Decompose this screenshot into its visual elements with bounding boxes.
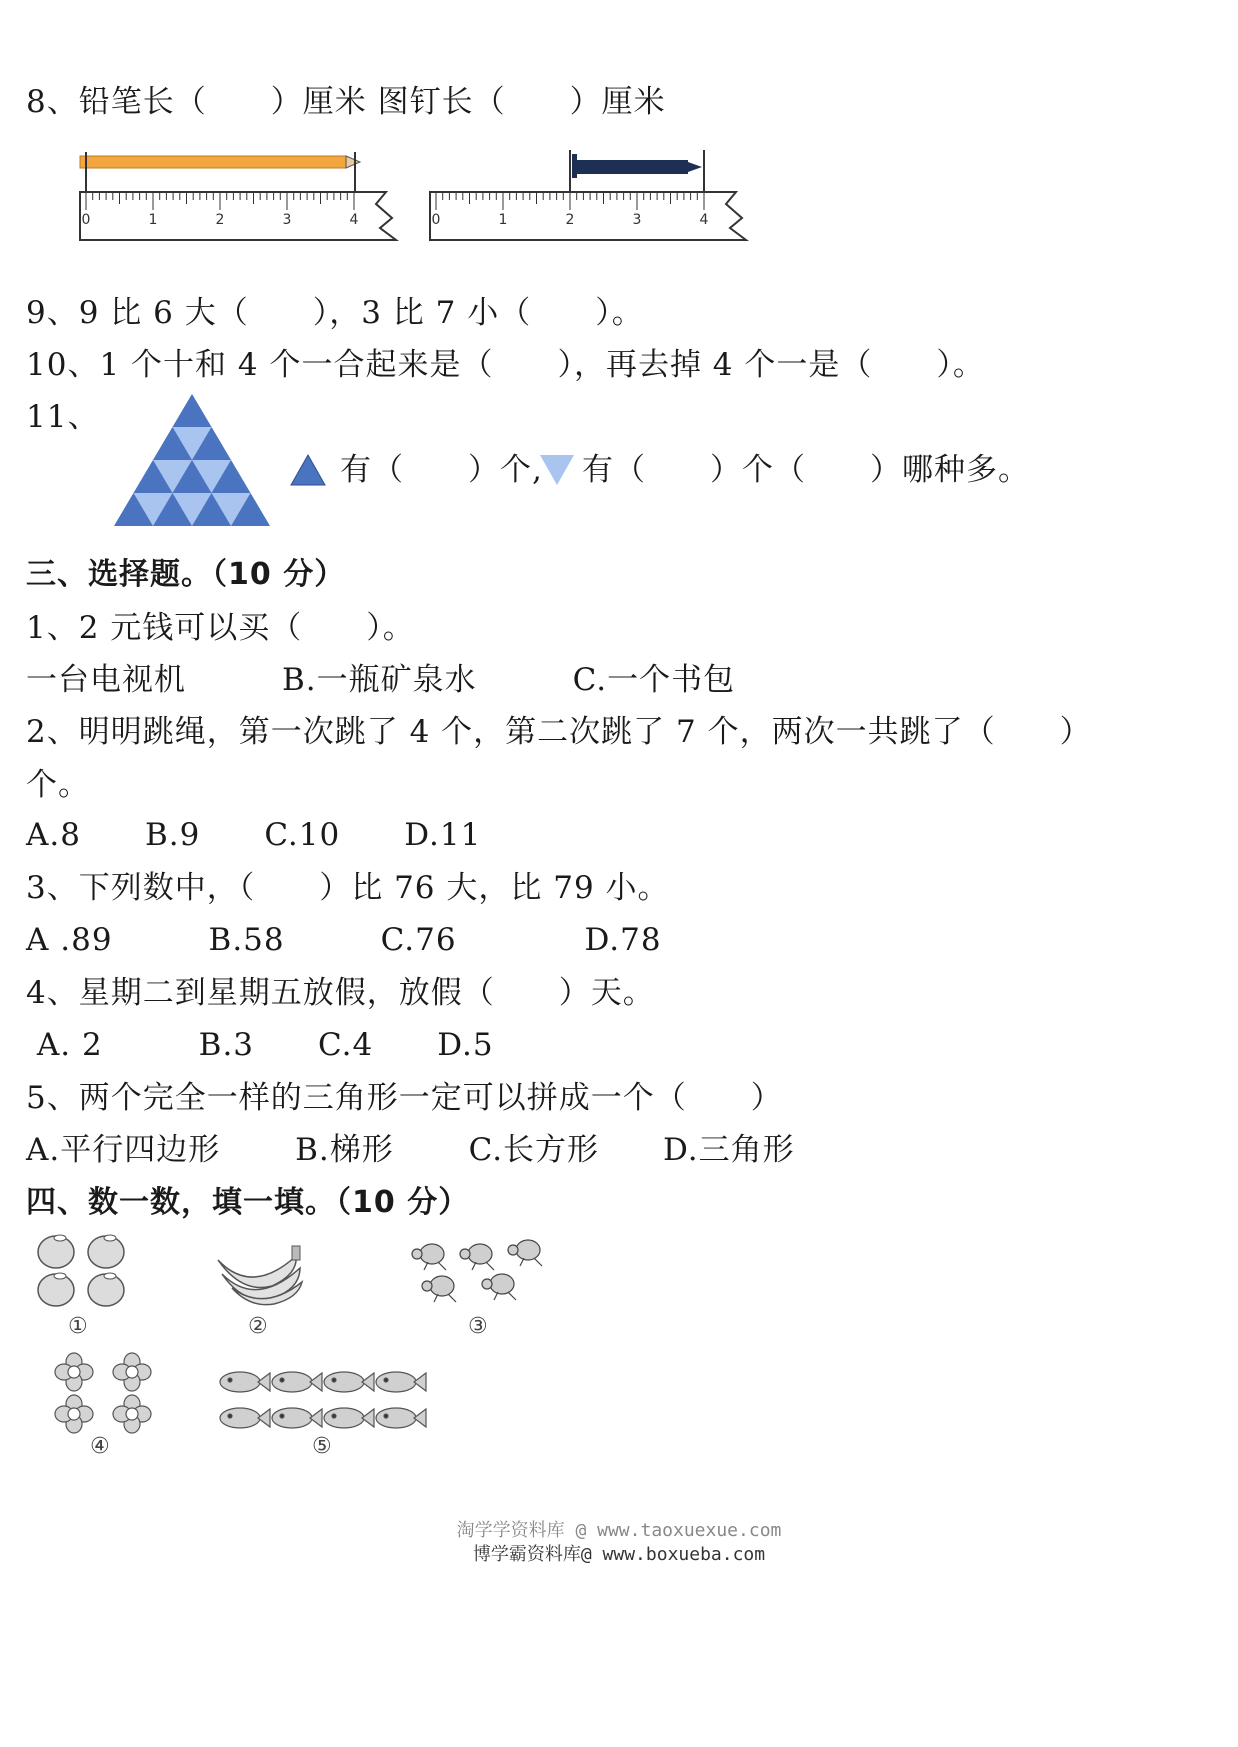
thumbtack-ruler — [430, 150, 746, 240]
picture-label-1: ① — [68, 1314, 88, 1339]
section-4-title: 四、数一数，填一填。（10 分） — [26, 1185, 470, 1220]
question-8: 8、铅笔长（ ）厘米 图钉长（ ）厘米 — [26, 84, 666, 120]
s3-question-3: 3、下列数中，（ ）比 76 大，比 79 小。 — [26, 870, 670, 906]
ruler2-tick-2: 2 — [565, 212, 575, 228]
ruler2-tick-3: 3 — [632, 212, 642, 228]
s3-question-5-options: A.平行四边形 B.梯形 C.长方形 D.三角形 — [26, 1132, 795, 1168]
ruler1-tick-2: 2 — [215, 212, 225, 228]
pencil-ruler — [80, 152, 396, 240]
s3-question-5: 5、两个完全一样的三角形一定可以拼成一个（ ） — [26, 1080, 783, 1116]
question-11-part2: 有（ ）个（ ）哪种多。 — [582, 452, 1030, 488]
footer-watermark-2: 博学霸资料库@ www.boxueba.com — [472, 1544, 766, 1565]
up-triangle-icon — [289, 453, 327, 487]
ruler2-tick-4: 4 — [699, 212, 709, 228]
question-11-number: 11、 — [26, 399, 100, 435]
ants-picture — [404, 1238, 564, 1308]
flowers-picture — [46, 1352, 166, 1436]
section-3-title: 三、选择题。（10 分） — [26, 557, 346, 592]
s3-question-3-options: A .89 B.58 C.76 D.78 — [26, 922, 662, 958]
s3-question-1-options: 一台电视机 B.一瓶矿泉水 C.一个书包 — [26, 662, 736, 698]
bananas-picture — [212, 1238, 312, 1308]
picture-label-5: ⑤ — [312, 1434, 332, 1459]
picture-label-4: ④ — [90, 1434, 110, 1459]
question-9: 9、9 比 6 大（ ），3 比 7 小（ ）。 — [26, 295, 644, 331]
down-triangle-icon — [538, 453, 576, 487]
s3-question-4-options: A. 2 B.3 C.4 D.5 — [26, 1027, 494, 1063]
footer-watermark-1: 淘学学资料库 @ www.taoxuexue.com — [456, 1520, 782, 1541]
ruler1-tick-4: 4 — [349, 212, 359, 228]
ruler1-tick-3: 3 — [282, 212, 292, 228]
s3-question-2-cont: 个。 — [26, 767, 90, 803]
ruler2-tick-0: 0 — [431, 212, 441, 228]
s3-question-2: 2、明明跳绳，第一次跳了 4 个，第二次跳了 7 个，两次一共跳了（ ） — [26, 714, 1092, 750]
s3-question-2-options: A.8 B.9 C.10 D.11 — [26, 817, 482, 853]
s3-question-4: 4、星期二到星期五放假，放假（ ）天。 — [26, 975, 655, 1011]
picture-label-2: ② — [248, 1314, 268, 1339]
ruler2-tick-1: 1 — [498, 212, 508, 228]
fish-picture — [218, 1366, 428, 1438]
apples-picture — [32, 1232, 142, 1312]
s3-question-1: 1、2 元钱可以买（ ）。 — [26, 610, 415, 646]
question-10: 10、1 个十和 4 个一合起来是（ ），再去掉 4 个一是（ ）。 — [26, 347, 985, 383]
ruler-figure — [76, 148, 836, 258]
question-11-part1: 有（ ）个, — [340, 452, 543, 488]
picture-label-3: ③ — [468, 1314, 488, 1339]
triangle-pyramid-figure — [112, 392, 272, 528]
ruler1-tick-0: 0 — [81, 212, 91, 228]
ruler1-tick-1: 1 — [148, 212, 158, 228]
